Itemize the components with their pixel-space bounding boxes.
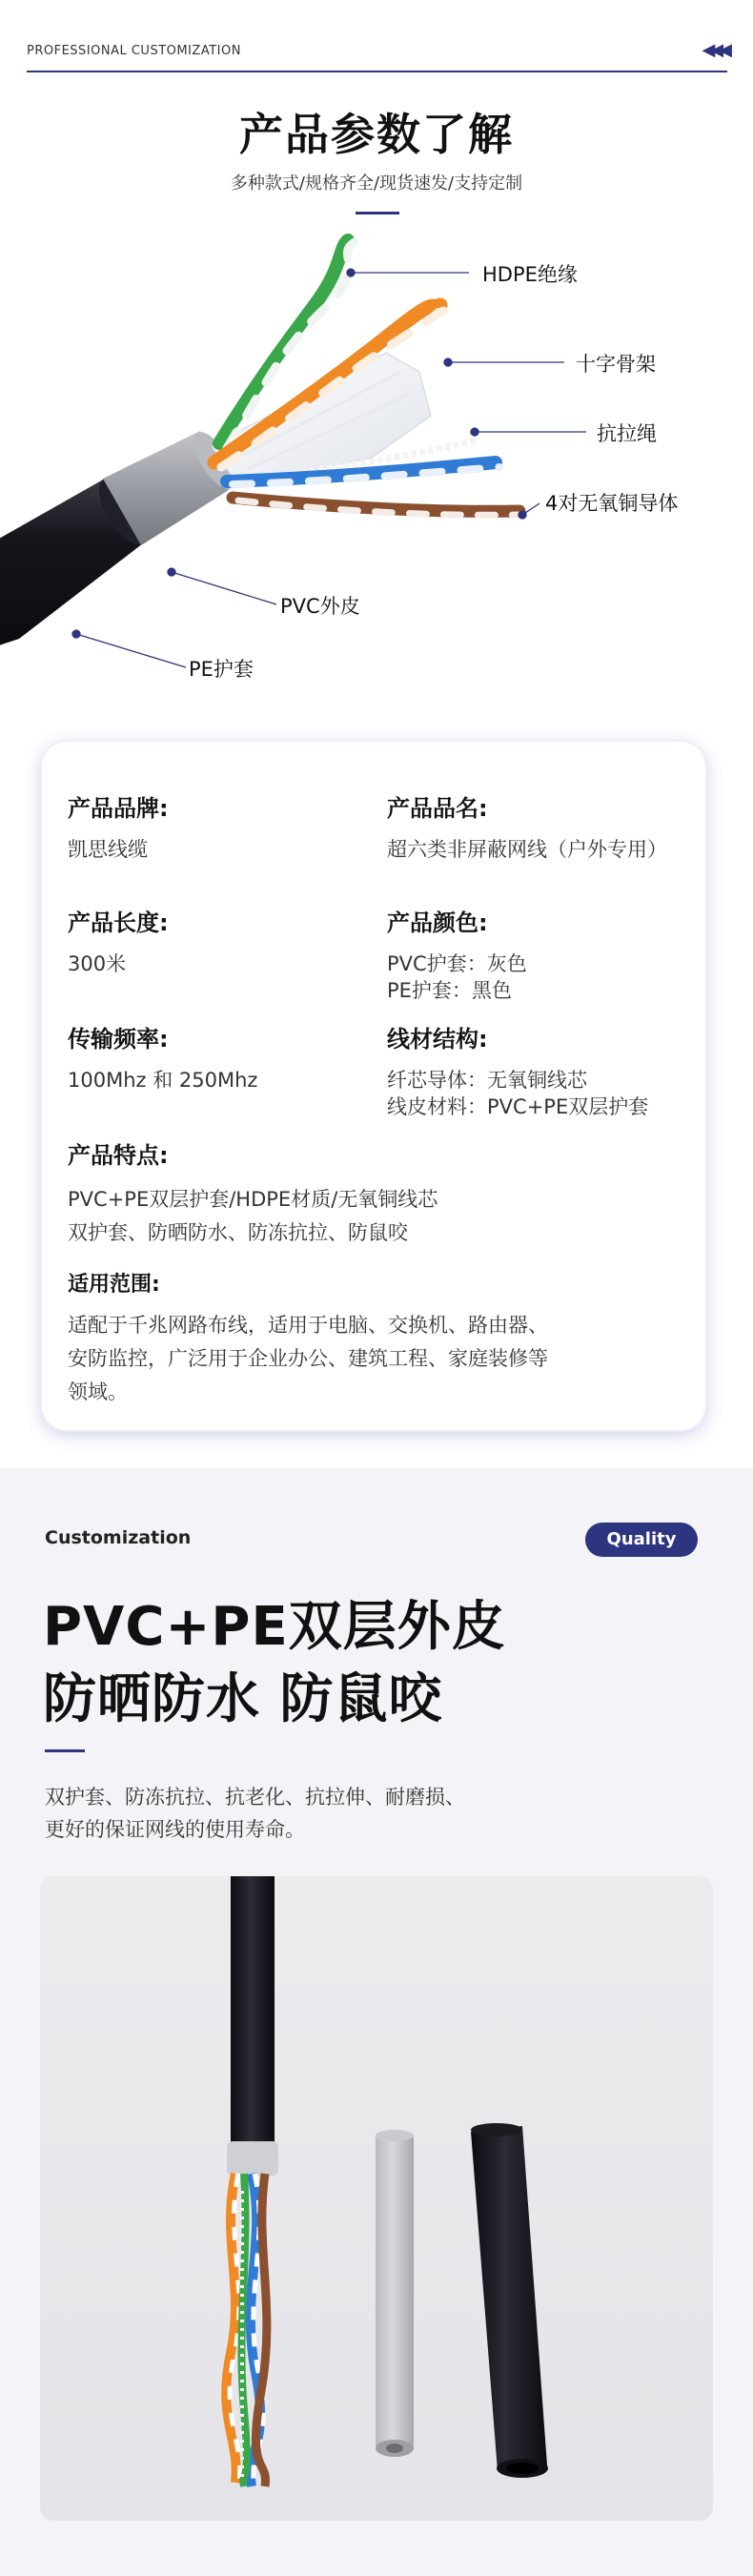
description-line-1: 双护套、防冻抗拉、抗老化、抗拉伸、耐磨损、 <box>45 1786 465 1809</box>
spec-length <box>68 904 169 977</box>
photo-gray-tube <box>376 2130 414 2457</box>
spec-features-value-2: 双护套、防晒防水、防冻抗拉、防鼠咬 <box>68 1221 408 1244</box>
cable-structure-illustration <box>0 229 753 715</box>
spec-length-value: 300米 <box>68 952 127 975</box>
spec-frequency-value: 100Mhz 和 250Mhz <box>68 1069 258 1092</box>
spec-brand-value: 凯思线缆 <box>68 838 148 861</box>
product-photo <box>40 1876 713 2521</box>
page-subtitle: 多种款式/规格齐全/现货速发/支持定制 <box>230 174 523 194</box>
spec-scope-value-2: 安防监控，广泛用于企业办公、建筑工程、家庭装修等 <box>68 1347 548 1370</box>
top-bar <box>27 0 727 72</box>
cable-photo-drawing <box>40 1876 713 2521</box>
photo-black-tube <box>471 2123 548 2478</box>
page-title: 产品参数了解 <box>239 109 514 160</box>
spec-color-value-1: PVC护套：灰色 <box>387 952 527 975</box>
spec-features-value-1: PVC+PE双层护套/HDPE材质/无氧铜线芯 <box>68 1188 438 1211</box>
spec-scope <box>68 1268 548 1409</box>
quality-badge: Quality <box>585 1523 698 1557</box>
callout-tension-rope: 抗拉绳 <box>597 422 657 445</box>
spec-name <box>387 789 667 863</box>
spec-structure <box>387 1020 648 1120</box>
callout-conductor: 4对无氧铜导体 <box>545 492 679 515</box>
spec-name-value: 超六类非屏蔽网线（户外专用） <box>387 838 667 861</box>
callout-pe: PE护套 <box>189 658 254 681</box>
headline-line-1: PVC+PE双层外皮 <box>43 1596 506 1658</box>
spec-length-label: 产品长度: <box>68 910 169 936</box>
callout-cross-skeleton: 十字骨架 <box>576 353 656 376</box>
headline-underline <box>45 1749 85 1752</box>
spec-color-label: 产品颜色: <box>387 910 488 936</box>
customization-section <box>0 1468 753 2576</box>
description <box>45 1781 465 1846</box>
cable-drawing <box>0 229 753 715</box>
spec-name-label: 产品品名: <box>387 795 488 822</box>
spec-brand-label: 产品品牌: <box>68 795 169 822</box>
spec-card <box>42 742 705 1430</box>
spec-scope-value-1: 适配于千兆网路布线，适用于电脑、交换机、路由器、 <box>68 1314 548 1337</box>
spec-structure-value-1: 纤芯导体：无氧铜线芯 <box>387 1069 587 1092</box>
spec-scope-value-3: 领域。 <box>68 1380 128 1403</box>
triple-arrow-icon: ◀◀◀ <box>702 40 727 60</box>
photo-main-cable <box>226 1876 278 2486</box>
spec-brand <box>68 789 169 863</box>
title-underline <box>356 212 399 215</box>
spec-color-value-2: PE护套：黑色 <box>387 979 512 1002</box>
spec-color <box>387 904 527 1004</box>
description-line-2: 更好的保证网线的使用寿命。 <box>45 1818 305 1841</box>
brown-pair-shape <box>233 498 522 515</box>
spec-structure-label: 线材结构: <box>387 1026 488 1053</box>
spec-frequency-label: 传输频率: <box>68 1026 169 1053</box>
spec-features-label: 产品特点: <box>68 1142 169 1169</box>
spec-structure-value-2: 线皮材料：PVC+PE双层护套 <box>387 1095 649 1118</box>
spec-scope-label: 适用范围: <box>68 1273 160 1297</box>
spec-features <box>68 1136 438 1250</box>
brand-tagline: PROFESSIONAL CUSTOMIZATION <box>27 44 241 58</box>
callout-hdpe: HDPE绝缘 <box>482 263 578 286</box>
spec-frequency <box>68 1020 257 1094</box>
customization-label: Customization <box>45 1527 192 1548</box>
headline-line-2: 防晒防水 防鼠咬 <box>43 1668 443 1730</box>
callout-pvc: PVC外皮 <box>280 595 360 618</box>
